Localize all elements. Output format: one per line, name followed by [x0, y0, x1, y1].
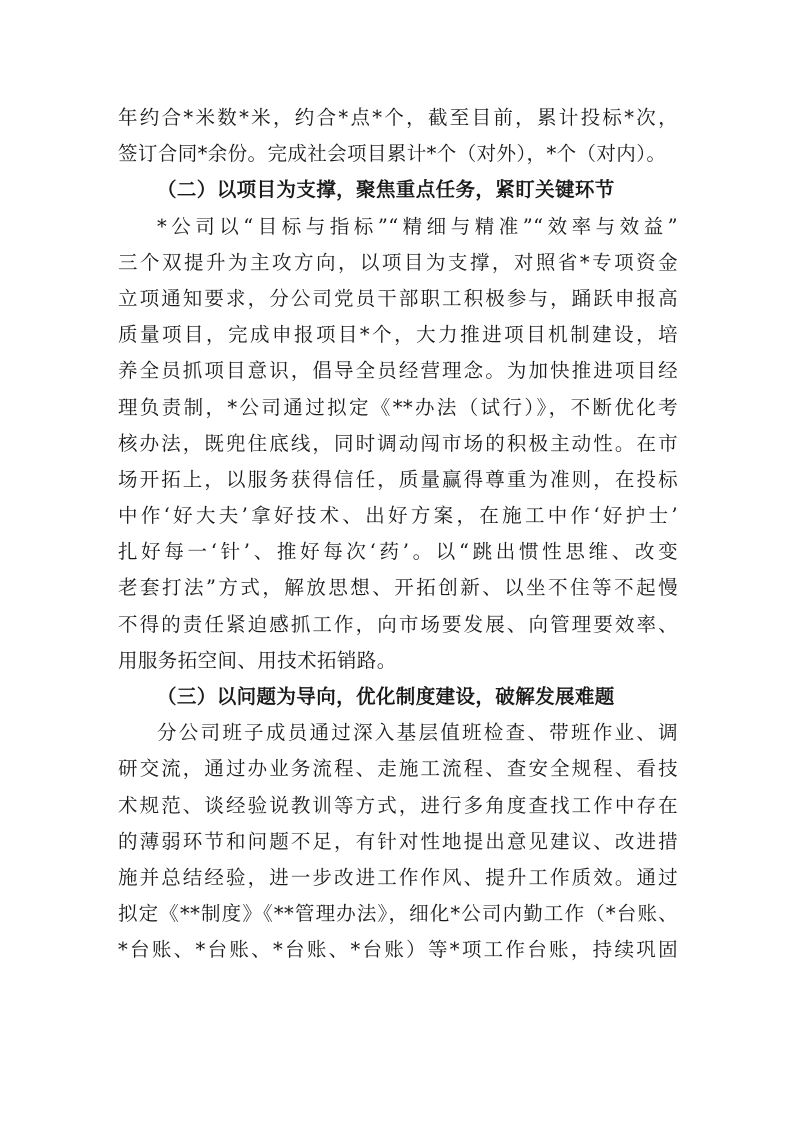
section-heading-2: （二）以项目为支撑，聚焦重点任务，紧盯关键环节	[157, 178, 615, 202]
document-body	[118, 100, 678, 969]
body-line: 三个双提升为主攻方向，以项目为支撑，对照省*专项资金	[118, 250, 678, 274]
body-line: *台账、*台账、*台账、*台账）等*项工作台账，持续巩固	[118, 938, 678, 962]
body-line: 核办法，既兜住底线，同时调动闯市场的积极主动性。在市	[118, 431, 678, 455]
section-heading-3: （三）以问题为导向，优化制度建设，破解发展难题	[157, 685, 615, 708]
body-line: 拟定《**制度》《**管理办法》，细化*公司内勤工作（*台账、	[118, 902, 678, 926]
body-line: 立项通知要求，分公司党员干部职工积极参与，踊跃申报高	[118, 286, 678, 310]
body-line: *公司以“目标与指标”“精细与精准”“效率与效益”	[157, 214, 678, 238]
body-line: 用服务拓空间、用技术拓销路。	[118, 648, 397, 672]
body-line: 施并总结经验，进一步改进工作作风、提升工作质效。通过	[118, 865, 678, 889]
body-line: 研交流，通过办业务流程、走施工流程、查安全规程、看技	[118, 757, 678, 781]
body-line: 扎好每一‘针’、推好每次‘药’。以“跳出惯性思维、改变	[118, 540, 678, 564]
body-line: 场开拓上，以服务获得信任，质量赢得尊重为准则，在投标	[118, 467, 678, 491]
body-line: 分公司班子成员通过深入基层值班检查、带班作业、调	[157, 721, 678, 745]
body-line: 养全员抓项目意识，倡导全员经营理念。为加快推进项目经	[118, 359, 678, 383]
body-line: 老套打法”方式，解放思想、开拓创新、以坐不住等不起慢	[118, 576, 678, 600]
body-line: 中作‘好大夫’拿好技术、出好方案，在施工中作‘好护士’	[118, 504, 678, 528]
body-line: 质量项目，完成申报项目*个，大力推进项目机制建设，培	[118, 323, 678, 347]
body-line: 签订合同*余份。完成社会项目累计*个（对外），*个（对内）。	[118, 142, 667, 166]
body-line: 年约合*米数*米，约合*点*个，截至目前，累计投标*次，	[118, 106, 678, 129]
body-line: 的薄弱环节和问题不足，有针对性地提出意见建议、改进措	[118, 829, 678, 853]
body-line: 理负责制，*公司通过拟定《**办法（试行）》，不断优化考	[118, 395, 678, 419]
body-line: 术规范、谈经验说教训等方式，进行多角度查找工作中存在	[118, 793, 678, 817]
body-line: 不得的责任紧迫感抓工作，向市场要发展、向管理要效率、	[118, 612, 678, 636]
